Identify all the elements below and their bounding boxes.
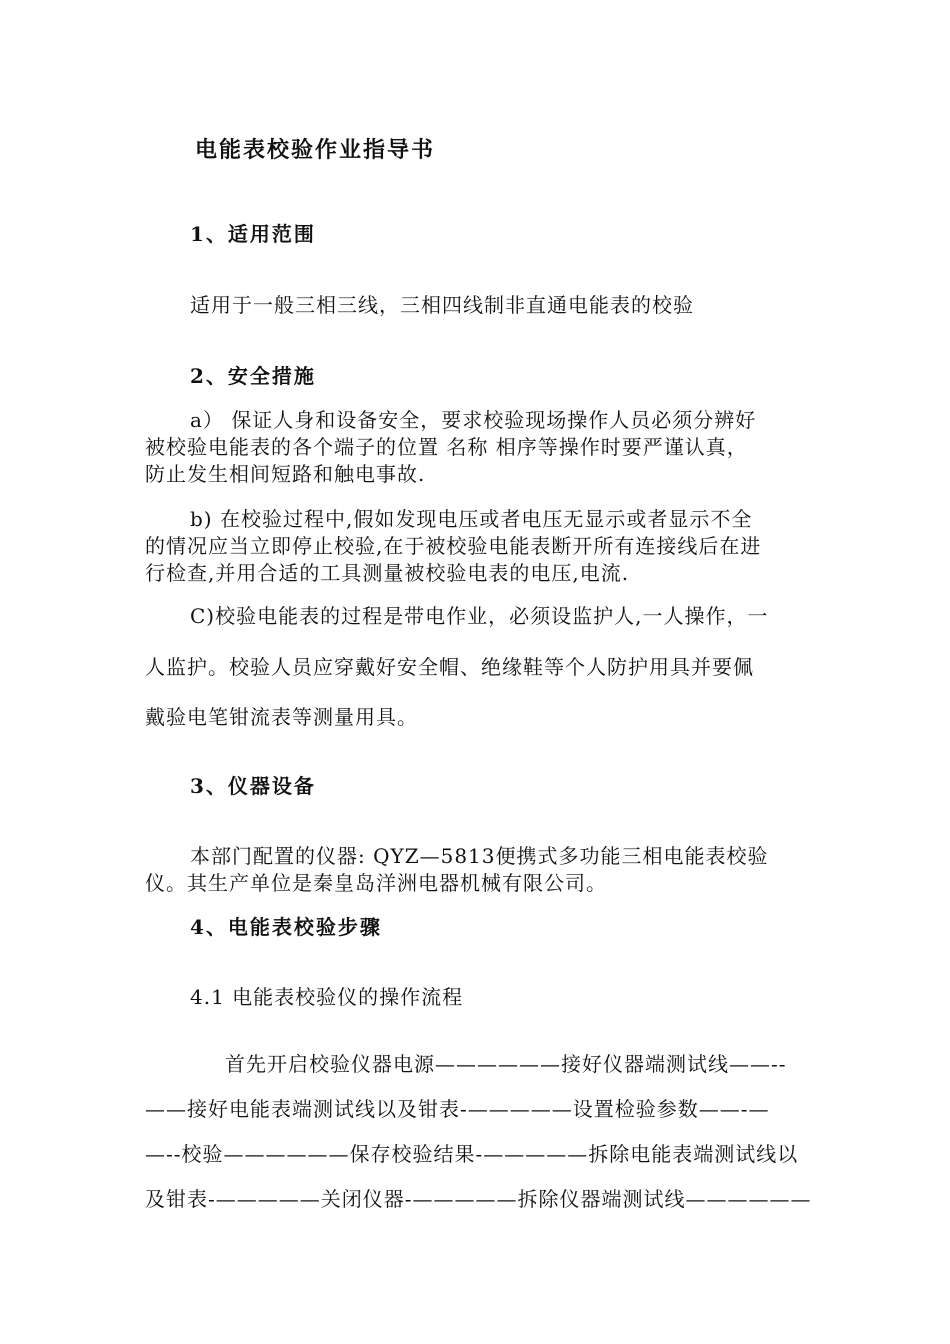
section-2-b-line-1: b) 在校验过程中,假如发现电压或者电压无显示或者显示不全 (190, 507, 753, 531)
section-2-c-line-1: C)校验电能表的过程是带电作业，必须设监护人,一人操作，一 (190, 604, 769, 628)
section-4-heading: 4、电能表校验步骤 (190, 915, 382, 939)
flow-line-2: ——接好电能表端测试线以及钳表-—————设置检验参数——-— (145, 1097, 770, 1121)
document-title: 电能表校验作业指导书 (195, 137, 436, 163)
section-2-c-line-3: 戴验电笔钳流表等测量用具。 (145, 705, 418, 729)
section-3-body-line-1: 本部门配置的仪器: QYZ—5813便携式多功能三相电能表校验 (190, 844, 769, 868)
section-3-body-line-2: 仪。其生产单位是秦皇岛洋洲电器机械有限公司。 (145, 871, 607, 895)
section-2-b-line-2: 的情况应当立即停止校验,在于被校验电能表断开所有连接线后在进 (145, 534, 762, 558)
section-1-heading: 1、适用范围 (190, 222, 316, 246)
flow-line-4: 及钳表-—————关闭仪器-—————拆除仪器端测试线—————— (145, 1187, 812, 1211)
section-4-1-heading: 4.1 电能表校验仪的操作流程 (190, 985, 464, 1009)
section-2-b-line-3: 行检查,并用合适的工具测量被校验电表的电压,电流. (145, 561, 630, 585)
section-2-a-line-3: 防止发生相间短路和触电事故. (145, 462, 426, 486)
section-3-heading: 3、仪器设备 (190, 774, 316, 798)
flow-line-1: 首先开启校验仪器电源——————接好仪器端测试线——-- (225, 1052, 787, 1076)
flow-line-3: —--校验——————保存校验结果-—————拆除电能表端测试线以 (145, 1142, 799, 1166)
section-1-body: 适用于一般三相三线，三相四线制非直通电能表的校验 (190, 293, 694, 317)
section-2-c-line-2: 人监护。校验人员应穿戴好安全帽、绝缘鞋等个人防护用具并要佩 (145, 655, 754, 679)
section-2-a-line-2: 被校验电能表的各个端子的位置 名称 相序等操作时要严谨认真， (145, 435, 748, 459)
section-2-a-line-1: a） 保证人身和设备安全，要求校验现场操作人员必须分辨好 (190, 408, 757, 432)
section-2-heading: 2、安全措施 (190, 364, 316, 388)
